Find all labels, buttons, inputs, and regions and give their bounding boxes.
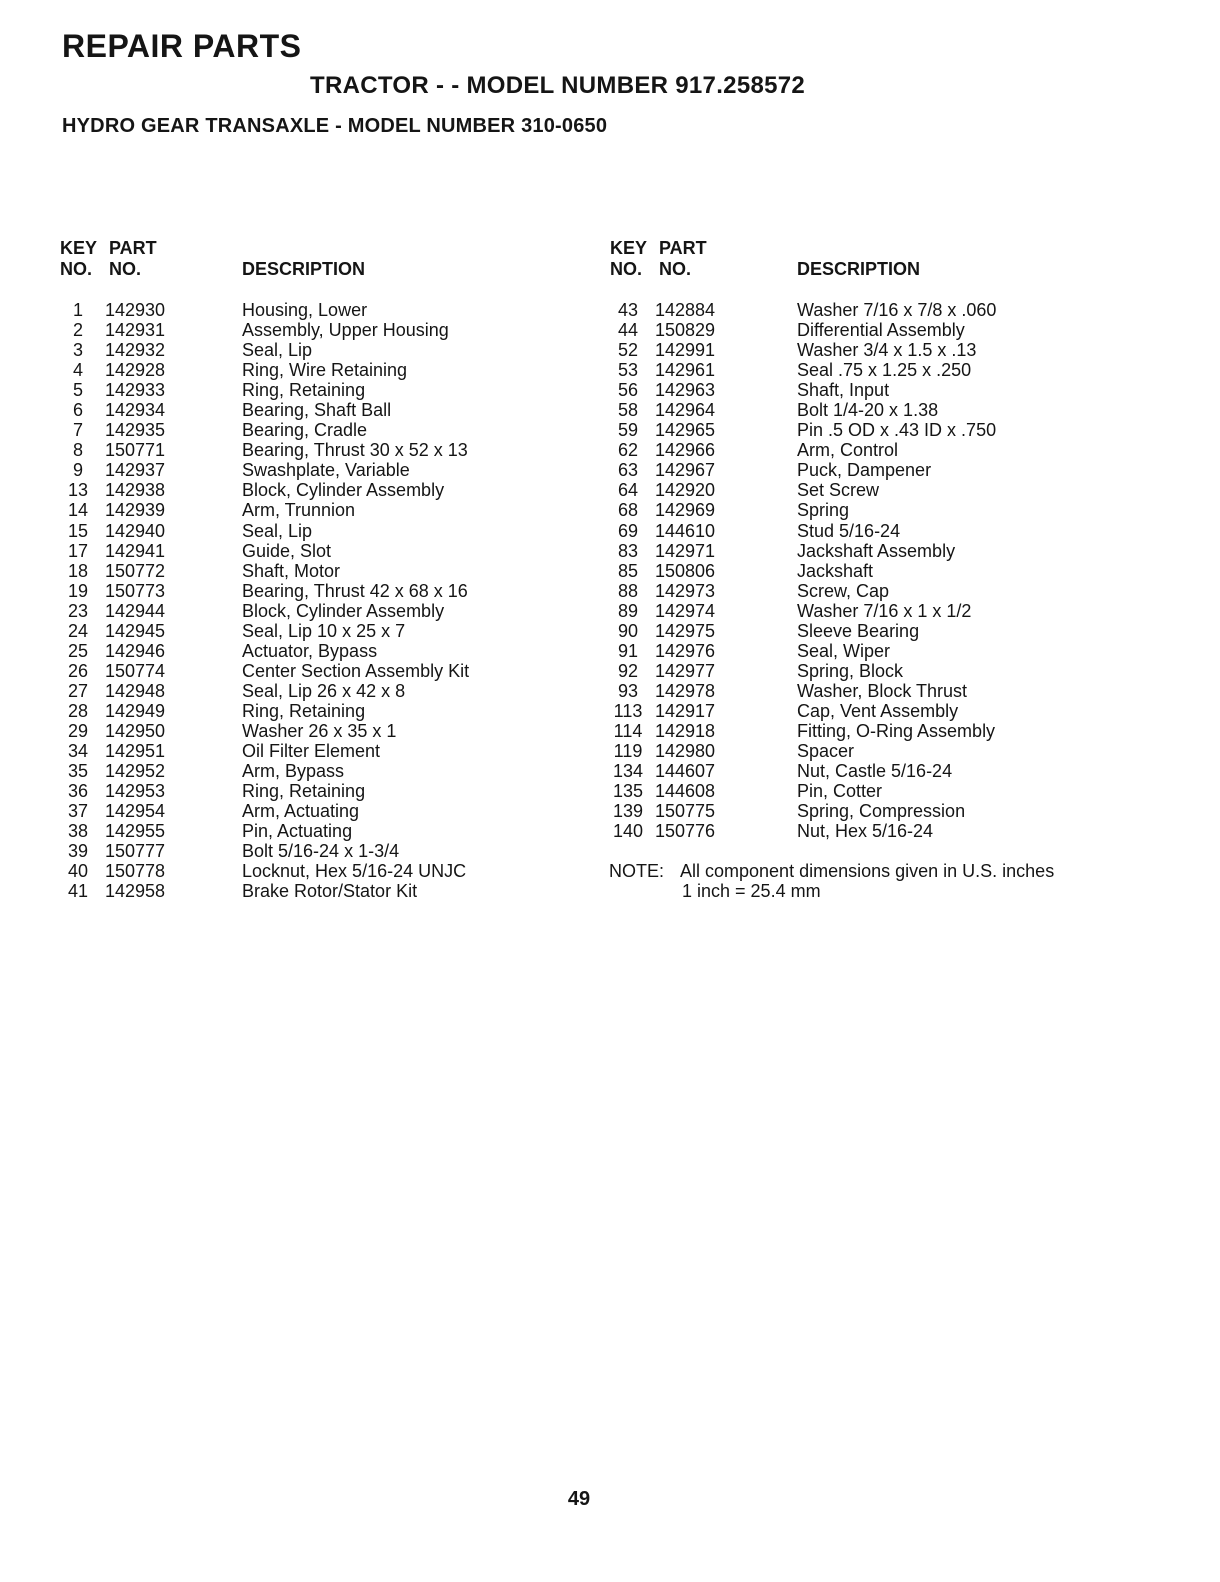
part-no-header: NO. bbox=[659, 259, 692, 279]
description-cell: Spring, Compression bbox=[797, 801, 966, 822]
key-no-cell: 25 bbox=[67, 640, 89, 661]
table-row bbox=[610, 741, 1130, 761]
part-no-cell: 142930 bbox=[105, 300, 166, 320]
table-row bbox=[60, 420, 580, 440]
part-no-cell: 150806 bbox=[655, 560, 716, 581]
key-no-cell: 58 bbox=[617, 400, 639, 421]
part-no-cell: 142980 bbox=[655, 741, 716, 762]
description-cell: Seal, Lip bbox=[242, 340, 313, 361]
key-no-cell: 44 bbox=[617, 320, 639, 341]
tractor-model-heading: TRACTOR - - MODEL NUMBER 917.258572 bbox=[310, 72, 806, 99]
key-no-cell: 6 bbox=[72, 400, 83, 421]
description-cell: Shaft, Motor bbox=[242, 560, 341, 581]
part-no-cell: 142954 bbox=[105, 801, 166, 822]
part-no-cell: 142933 bbox=[105, 380, 166, 401]
table-row bbox=[610, 661, 1130, 681]
description-cell: Brake Rotor/Stator Kit bbox=[242, 881, 418, 902]
description-cell: Puck, Dampener bbox=[797, 460, 932, 481]
part-no-cell: 142946 bbox=[105, 640, 166, 661]
key-no-cell: 114 bbox=[613, 720, 643, 741]
key-no-cell: 119 bbox=[613, 741, 643, 762]
description-cell: Bolt 5/16-24 x 1-3/4 bbox=[242, 841, 400, 862]
part-no-cell: 142977 bbox=[655, 660, 716, 681]
table-row bbox=[60, 440, 580, 460]
description-cell: Set Screw bbox=[797, 480, 880, 501]
key-no-cell: 41 bbox=[67, 881, 89, 902]
part-no-cell: 142971 bbox=[655, 540, 716, 561]
part-no-cell: 142920 bbox=[655, 480, 716, 501]
part-no-cell: 142949 bbox=[105, 700, 166, 721]
key-no-cell: 28 bbox=[67, 700, 89, 721]
description-cell: Spacer bbox=[797, 741, 855, 762]
table-row bbox=[60, 581, 580, 601]
description-cell: Actuator, Bypass bbox=[242, 640, 378, 661]
description-cell: Seal, Wiper bbox=[797, 640, 891, 661]
description-cell: Housing, Lower bbox=[242, 300, 368, 320]
table-row bbox=[610, 761, 1130, 781]
description-cell: Oil Filter Element bbox=[242, 741, 381, 762]
description-cell: Washer 3/4 x 1.5 x .13 bbox=[797, 340, 977, 361]
description-cell: Ring, Retaining bbox=[242, 380, 366, 401]
table-row bbox=[610, 801, 1130, 821]
part-no-cell: 142961 bbox=[655, 360, 716, 381]
part-no-cell: 150777 bbox=[105, 841, 166, 862]
table-row bbox=[60, 541, 580, 561]
table-row bbox=[610, 521, 1130, 541]
table-row bbox=[60, 641, 580, 661]
key-no-cell: 23 bbox=[67, 600, 89, 621]
key-no-cell: 36 bbox=[67, 781, 89, 802]
table-row bbox=[60, 701, 580, 721]
key-no-cell: 14 bbox=[67, 500, 89, 521]
part-no-cell: 144607 bbox=[655, 761, 716, 782]
table-row bbox=[60, 841, 580, 861]
table-row bbox=[60, 781, 580, 801]
part-no-header: PART bbox=[659, 238, 707, 258]
part-no-cell: 150771 bbox=[105, 440, 166, 461]
table-row bbox=[60, 681, 580, 701]
description-cell: Arm, Actuating bbox=[242, 801, 360, 822]
part-no-cell: 150776 bbox=[655, 821, 716, 842]
table-row bbox=[610, 460, 1130, 480]
part-no-cell: 142928 bbox=[105, 360, 166, 381]
table-row bbox=[610, 440, 1130, 460]
key-no-header: KEY bbox=[610, 238, 648, 258]
key-no-cell: 26 bbox=[67, 660, 89, 681]
key-no-cell: 91 bbox=[617, 640, 639, 661]
description-header: DESCRIPTION bbox=[797, 259, 921, 279]
part-no-cell: 142967 bbox=[655, 460, 716, 481]
part-no-cell: 150829 bbox=[655, 320, 716, 341]
part-no-header: PART bbox=[109, 238, 157, 258]
table-row bbox=[610, 500, 1130, 520]
table-row bbox=[60, 500, 580, 520]
key-no-cell: 140 bbox=[612, 821, 644, 842]
description-cell: Seal .75 x 1.25 x .250 bbox=[797, 360, 972, 381]
key-no-cell: 69 bbox=[617, 520, 639, 541]
part-no-cell: 142953 bbox=[105, 781, 166, 802]
part-no-cell: 142945 bbox=[105, 620, 166, 641]
key-no-cell: 15 bbox=[67, 520, 89, 541]
table-row bbox=[60, 380, 580, 400]
description-cell: Bearing, Shaft Ball bbox=[242, 400, 392, 421]
table-row bbox=[60, 661, 580, 681]
table-row bbox=[610, 561, 1130, 581]
key-no-cell: 139 bbox=[612, 801, 644, 822]
key-no-cell: 62 bbox=[617, 440, 639, 461]
table-row bbox=[610, 721, 1130, 741]
parts-rows-right bbox=[610, 300, 1130, 841]
description-cell: Bearing, Thrust 30 x 52 x 13 bbox=[242, 440, 468, 461]
description-cell: Ring, Retaining bbox=[242, 700, 366, 721]
table-row bbox=[610, 380, 1130, 400]
description-cell: Bolt 1/4-20 x 1.38 bbox=[797, 400, 939, 421]
description-cell: Washer 7/16 x 1 x 1/2 bbox=[797, 600, 972, 621]
key-no-cell: 93 bbox=[617, 680, 639, 701]
description-cell: Guide, Slot bbox=[242, 540, 332, 561]
key-no-cell: 113 bbox=[613, 700, 643, 721]
key-no-cell: 68 bbox=[617, 500, 639, 521]
description-cell: Seal, Lip 26 x 42 x 8 bbox=[242, 680, 406, 701]
description-cell: Ring, Wire Retaining bbox=[242, 360, 408, 381]
description-cell: Jackshaft Assembly bbox=[797, 540, 956, 561]
description-cell: Ring, Retaining bbox=[242, 781, 366, 802]
description-cell: Washer, Block Thrust bbox=[797, 680, 968, 701]
table-row bbox=[60, 741, 580, 761]
part-no-cell: 142973 bbox=[655, 580, 716, 601]
description-cell: Block, Cylinder Assembly bbox=[242, 480, 445, 501]
part-no-cell: 142952 bbox=[105, 761, 166, 782]
key-no-cell: 8 bbox=[72, 440, 83, 461]
parts-rows-left bbox=[60, 300, 580, 901]
table-row bbox=[610, 781, 1130, 801]
description-cell: Center Section Assembly Kit bbox=[242, 660, 470, 681]
part-no-cell: 142963 bbox=[655, 380, 716, 401]
table-row bbox=[610, 641, 1130, 661]
key-no-header: NO. bbox=[60, 259, 93, 279]
table-row bbox=[60, 300, 580, 320]
table-row bbox=[610, 400, 1130, 420]
part-no-cell: 144610 bbox=[655, 520, 716, 541]
part-no-cell: 142948 bbox=[105, 680, 166, 701]
key-no-cell: 83 bbox=[617, 540, 639, 561]
key-no-cell: 135 bbox=[612, 781, 644, 802]
description-cell: Washer 7/16 x 7/8 x .060 bbox=[797, 300, 997, 320]
page-title: REPAIR PARTS bbox=[62, 28, 302, 64]
note-label: NOTE: bbox=[609, 861, 665, 881]
key-no-cell: 37 bbox=[67, 801, 89, 822]
key-no-cell: 88 bbox=[617, 580, 639, 601]
part-no-cell: 142974 bbox=[655, 600, 716, 621]
table-row bbox=[60, 480, 580, 500]
table-row bbox=[60, 821, 580, 841]
key-no-cell: 24 bbox=[67, 620, 89, 641]
description-cell: Pin, Cotter bbox=[797, 781, 883, 802]
key-no-cell: 2 bbox=[72, 320, 83, 341]
description-cell: Stud 5/16-24 bbox=[797, 520, 901, 541]
table-row bbox=[60, 861, 580, 881]
part-no-cell: 142934 bbox=[105, 400, 166, 421]
table-row bbox=[610, 581, 1130, 601]
part-no-cell: 150778 bbox=[105, 861, 166, 882]
description-cell: Nut, Castle 5/16-24 bbox=[797, 761, 953, 782]
description-cell: Differential Assembly bbox=[797, 320, 965, 341]
key-no-cell: 35 bbox=[67, 761, 89, 782]
key-no-cell: 90 bbox=[617, 620, 639, 641]
part-no-cell: 142938 bbox=[105, 480, 166, 501]
key-no-cell: 27 bbox=[67, 680, 89, 701]
table-row bbox=[60, 881, 580, 901]
part-no-cell: 142958 bbox=[105, 881, 166, 902]
part-no-cell: 142944 bbox=[105, 600, 166, 621]
key-no-cell: 34 bbox=[67, 741, 89, 762]
part-no-cell: 142964 bbox=[655, 400, 716, 421]
key-no-cell: 29 bbox=[67, 720, 89, 741]
table-row bbox=[610, 320, 1130, 340]
table-row bbox=[610, 541, 1130, 561]
description-cell: Arm, Control bbox=[797, 440, 899, 461]
note-conversion: 1 inch = 25.4 mm bbox=[682, 881, 821, 901]
table-row bbox=[610, 601, 1130, 621]
part-no-cell: 142917 bbox=[655, 700, 716, 721]
key-no-cell: 39 bbox=[67, 841, 89, 862]
description-cell: Sleeve Bearing bbox=[797, 620, 920, 641]
key-no-cell: 63 bbox=[617, 460, 639, 481]
column-header bbox=[60, 238, 580, 300]
part-no-cell: 142950 bbox=[105, 720, 166, 741]
table-row bbox=[610, 340, 1130, 360]
description-cell: Arm, Bypass bbox=[242, 761, 345, 782]
key-no-cell: 89 bbox=[617, 600, 639, 621]
key-no-header: NO. bbox=[610, 259, 643, 279]
description-cell: Fitting, O-Ring Assembly bbox=[797, 720, 996, 741]
table-row bbox=[60, 360, 580, 380]
description-cell: Bearing, Thrust 42 x 68 x 16 bbox=[242, 580, 468, 601]
parts-list-left bbox=[60, 238, 580, 901]
key-no-cell: 13 bbox=[67, 480, 89, 501]
part-no-cell: 142965 bbox=[655, 420, 716, 441]
description-cell: Assembly, Upper Housing bbox=[242, 320, 449, 341]
key-no-cell: 85 bbox=[617, 560, 639, 581]
table-row bbox=[60, 721, 580, 741]
parts-list-right bbox=[610, 238, 1130, 841]
description-header: DESCRIPTION bbox=[242, 259, 366, 279]
table-row bbox=[610, 300, 1130, 320]
part-no-cell: 142978 bbox=[655, 680, 716, 701]
part-no-cell: 142975 bbox=[655, 620, 716, 641]
description-cell: Bearing, Cradle bbox=[242, 420, 368, 441]
key-no-cell: 18 bbox=[67, 560, 89, 581]
table-row bbox=[610, 420, 1130, 440]
note-text: All component dimensions given in U.S. inches bbox=[680, 861, 1055, 881]
page-number: 49 bbox=[567, 1488, 591, 1510]
part-no-cell: 142932 bbox=[105, 340, 166, 361]
table-row bbox=[60, 460, 580, 480]
table-row bbox=[60, 561, 580, 581]
key-no-cell: 92 bbox=[617, 660, 639, 681]
part-no-cell: 142918 bbox=[655, 720, 716, 741]
description-cell: Pin, Actuating bbox=[242, 821, 353, 842]
description-cell: Spring bbox=[797, 500, 850, 521]
part-no-cell: 142955 bbox=[105, 821, 166, 842]
table-row bbox=[610, 621, 1130, 641]
key-no-cell: 9 bbox=[72, 460, 83, 481]
key-no-cell: 4 bbox=[72, 360, 83, 381]
part-no-cell: 142969 bbox=[655, 500, 716, 521]
description-cell: Washer 26 x 35 x 1 bbox=[242, 720, 397, 741]
table-row bbox=[60, 601, 580, 621]
table-row bbox=[60, 400, 580, 420]
column-header bbox=[610, 238, 1130, 300]
key-no-cell: 19 bbox=[67, 580, 89, 601]
part-no-cell: 142884 bbox=[655, 300, 716, 320]
part-no-cell: 142941 bbox=[105, 540, 166, 561]
key-no-header: KEY bbox=[60, 238, 98, 258]
key-no-cell: 38 bbox=[67, 821, 89, 842]
part-no-cell: 150774 bbox=[105, 660, 166, 681]
table-row bbox=[60, 801, 580, 821]
key-no-cell: 56 bbox=[617, 380, 639, 401]
key-no-cell: 64 bbox=[617, 480, 639, 501]
part-no-cell: 142991 bbox=[655, 340, 716, 361]
key-no-cell: 53 bbox=[617, 360, 639, 381]
table-row bbox=[60, 761, 580, 781]
part-no-header: NO. bbox=[109, 259, 142, 279]
table-row bbox=[60, 621, 580, 641]
key-no-cell: 52 bbox=[617, 340, 639, 361]
description-cell: Jackshaft bbox=[797, 560, 874, 581]
key-no-cell: 134 bbox=[612, 761, 644, 782]
table-row bbox=[610, 480, 1130, 500]
part-no-cell: 144608 bbox=[655, 781, 716, 802]
key-no-cell: 5 bbox=[72, 380, 83, 401]
description-cell: Seal, Lip bbox=[242, 520, 313, 541]
description-cell: Cap, Vent Assembly bbox=[797, 700, 959, 721]
part-no-cell: 142966 bbox=[655, 440, 716, 461]
table-row bbox=[60, 340, 580, 360]
table-row bbox=[60, 521, 580, 541]
description-cell: Spring, Block bbox=[797, 660, 904, 681]
table-row bbox=[60, 320, 580, 340]
part-no-cell: 142951 bbox=[105, 741, 166, 762]
key-no-cell: 17 bbox=[67, 540, 89, 561]
part-no-cell: 150772 bbox=[105, 560, 166, 581]
part-no-cell: 142940 bbox=[105, 520, 166, 541]
part-no-cell: 142931 bbox=[105, 320, 166, 341]
description-cell: Screw, Cap bbox=[797, 580, 890, 601]
key-no-cell: 40 bbox=[67, 861, 89, 882]
transaxle-model-heading: HYDRO GEAR TRANSAXLE - MODEL NUMBER 310-0650 bbox=[62, 115, 608, 137]
description-cell: Nut, Hex 5/16-24 bbox=[797, 821, 934, 842]
description-cell: Arm, Trunnion bbox=[242, 500, 356, 521]
table-row bbox=[610, 701, 1130, 721]
key-no-cell: 59 bbox=[617, 420, 639, 441]
description-cell: Shaft, Input bbox=[797, 380, 890, 401]
description-cell: Seal, Lip 10 x 25 x 7 bbox=[242, 620, 406, 641]
key-no-cell: 1 bbox=[72, 300, 83, 320]
table-row bbox=[610, 360, 1130, 380]
part-no-cell: 142935 bbox=[105, 420, 166, 441]
part-no-cell: 150773 bbox=[105, 580, 166, 601]
description-cell: Pin .5 OD x .43 ID x .750 bbox=[797, 420, 997, 441]
key-no-cell: 43 bbox=[617, 300, 639, 320]
part-no-cell: 142937 bbox=[105, 460, 166, 481]
key-no-cell: 3 bbox=[72, 340, 83, 361]
table-row bbox=[610, 821, 1130, 841]
description-cell: Swashplate, Variable bbox=[242, 460, 410, 481]
part-no-cell: 142976 bbox=[655, 640, 716, 661]
part-no-cell: 150775 bbox=[655, 801, 716, 822]
key-no-cell: 7 bbox=[72, 420, 83, 441]
table-row bbox=[610, 681, 1130, 701]
description-cell: Block, Cylinder Assembly bbox=[242, 600, 445, 621]
part-no-cell: 142939 bbox=[105, 500, 166, 521]
description-cell: Locknut, Hex 5/16-24 UNJC bbox=[242, 861, 467, 882]
